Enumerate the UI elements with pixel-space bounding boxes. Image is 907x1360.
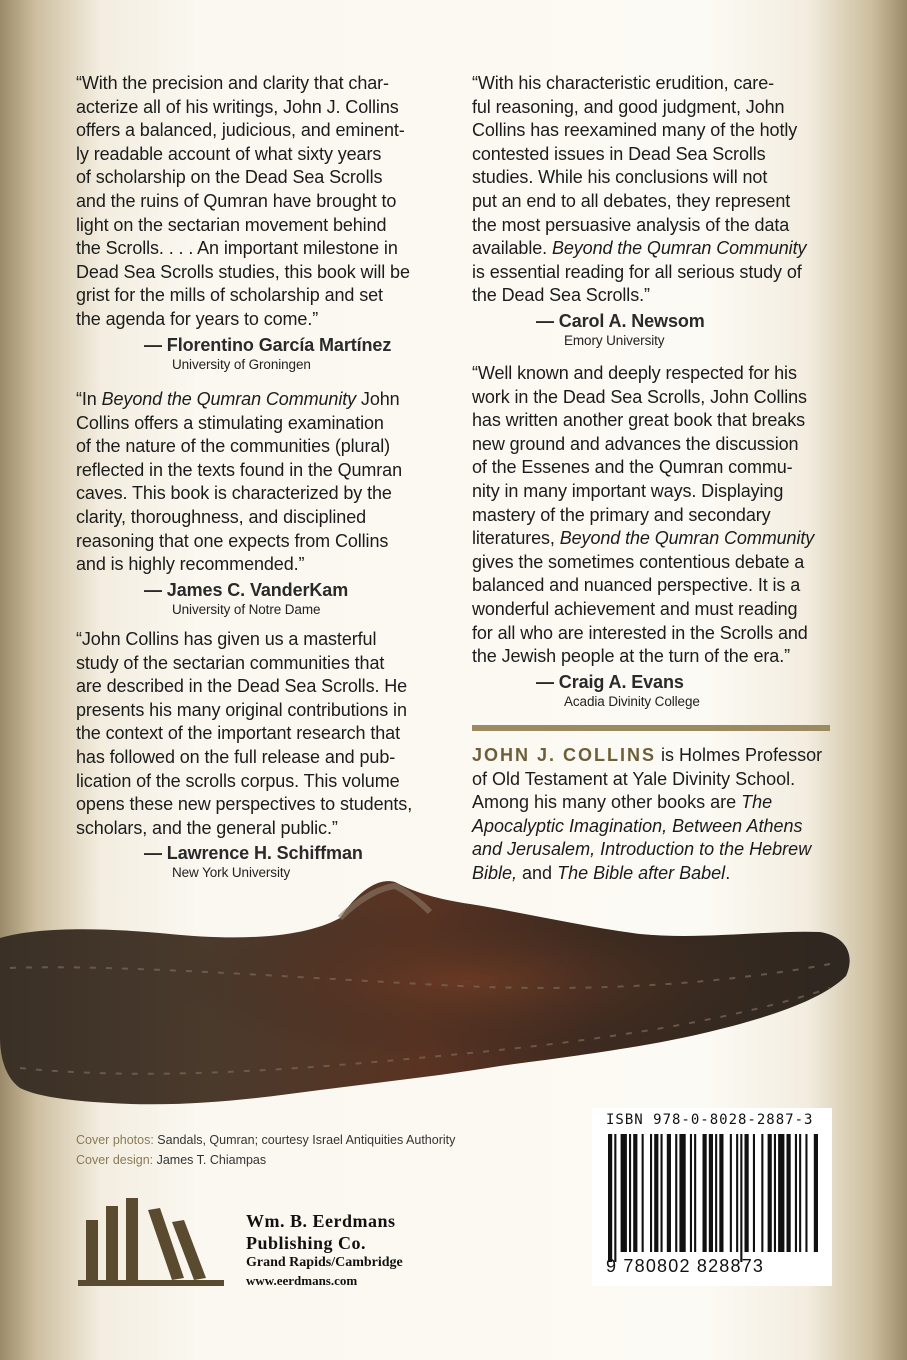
quote-line: “In bbox=[76, 389, 102, 409]
quote-line: light on the sectarian movement behind bbox=[76, 214, 387, 235]
quote-line: study of the sectarian communities that bbox=[76, 652, 385, 673]
quote-line: balanced and nuanced perspective. It is a bbox=[472, 575, 801, 596]
publisher-location: Grand Rapids/Cambridge bbox=[246, 1255, 403, 1270]
quote-line: of the nature of the communities (plural) bbox=[76, 436, 391, 457]
quote-line: “With his characteristic erudition, care- bbox=[472, 73, 774, 93]
quote-text bbox=[472, 72, 832, 308]
quote-line: and is highly recommended.” bbox=[76, 554, 305, 575]
quote-line: available. bbox=[472, 238, 552, 259]
endorser-name: — Florentino García Martínez bbox=[144, 334, 392, 355]
credit-label: Cover design: bbox=[76, 1153, 154, 1167]
endorsement-vanderkam bbox=[76, 388, 436, 619]
quote-line: of scholarship on the Dead Sea Scrolls bbox=[76, 167, 383, 188]
design-credit bbox=[76, 1150, 455, 1170]
quote-line: are described in the Dead Sea Scrolls. He bbox=[76, 676, 408, 697]
quote-line: gives the sometimes contentious debate a bbox=[472, 551, 805, 572]
credit-value: Sandals, Qumran; courtesy Israel Antiquities Authority bbox=[153, 1133, 456, 1147]
endorser-institution: New York University bbox=[172, 865, 291, 881]
quote-line: grist for the mills of scholarship and set bbox=[76, 285, 383, 306]
barcode-panel bbox=[592, 1108, 832, 1286]
attribution bbox=[76, 335, 436, 374]
quote-line: wonderful achievement and must reading bbox=[472, 598, 798, 619]
quote-line: put an end to all debates, they represent bbox=[472, 190, 791, 211]
attribution bbox=[472, 311, 832, 350]
quote-line: work in the Dead Sea Scrolls, John Collins bbox=[472, 386, 807, 407]
sandal-photo bbox=[0, 868, 860, 1113]
quote-line: the context of the important research that bbox=[76, 723, 400, 744]
attribution bbox=[472, 672, 832, 711]
quote-line: the most persuasive analysis of the data bbox=[472, 214, 790, 235]
endorsement-newsom bbox=[472, 72, 832, 350]
quote-line: reasoning that one expects from Collins bbox=[76, 530, 389, 551]
endorser-name: — Craig A. Evans bbox=[536, 671, 684, 692]
quote-line: Collins has reexamined many of the hotly bbox=[472, 120, 798, 141]
author-bio bbox=[472, 744, 832, 886]
bio-text: is Holmes Professor of Old Testament at Yale Divinity School. Among his many other books are bbox=[472, 745, 823, 813]
bio-text: and bbox=[517, 862, 558, 883]
quote-line: lication of the scrolls corpus. This volume bbox=[76, 770, 400, 791]
quote-line: the Scrolls. . . . An important milestone in bbox=[76, 238, 398, 259]
endorser-institution: University of Notre Dame bbox=[172, 601, 321, 617]
quote-line: ful reasoning, and good judgment, John bbox=[472, 96, 785, 117]
quote-line: John bbox=[356, 389, 400, 409]
quote-line: and the ruins of Qumran have brought to bbox=[76, 190, 397, 211]
quote-line: “Well known and deeply respected for his bbox=[472, 363, 797, 383]
quote-line: studies. While his conclusions will not bbox=[472, 167, 768, 188]
quote-text bbox=[76, 388, 436, 577]
quote-line: of the Essenes and the Qumran commu- bbox=[472, 457, 793, 478]
quote-line: is essential reading for all serious study of bbox=[472, 261, 802, 282]
quote-line: reflected in the texts found in the Qumran bbox=[76, 459, 402, 480]
endorser-institution: University of Groningen bbox=[172, 356, 311, 372]
quote-text bbox=[76, 628, 436, 840]
endorsement-schiffman bbox=[76, 628, 436, 882]
quote-line: Collins offers a stimulating examination bbox=[76, 412, 384, 433]
quote-line: nity in many important ways. Displaying bbox=[472, 480, 784, 501]
photo-credit bbox=[76, 1130, 455, 1150]
quote-line: contested issues in Dead Sea Scrolls bbox=[472, 143, 766, 164]
quote-text bbox=[76, 72, 436, 332]
endorser-name: — Lawrence H. Schiffman bbox=[144, 843, 363, 864]
quote-text bbox=[472, 362, 832, 669]
eerdmans-logo-icon bbox=[76, 1192, 226, 1288]
quote-line: Dead Sea Scrolls studies, this book will be bbox=[76, 261, 410, 282]
endorsement-evans bbox=[472, 362, 832, 711]
quote-line: has followed on the full release and pub- bbox=[76, 746, 396, 767]
quote-line: offers a balanced, judicious, and eminent- bbox=[76, 120, 405, 141]
quote-line: has written another great book that breaks bbox=[472, 410, 806, 431]
publisher-company: Publishing Co. bbox=[246, 1233, 367, 1253]
endorser-institution: Emory University bbox=[564, 332, 665, 348]
book-titles: The Apocalyptic Imagination, Between Athens and Jerusalem, Introduction to the Hebrew Bible, bbox=[472, 792, 812, 883]
attribution bbox=[76, 580, 436, 619]
book-title: The Bible after Babel bbox=[557, 862, 726, 883]
quote-line: “With the precision and clarity that char- bbox=[76, 73, 389, 93]
cover-credits bbox=[76, 1130, 455, 1170]
book-title: Beyond the Qumran Community bbox=[551, 238, 807, 259]
barcode-icon bbox=[604, 1134, 820, 1262]
quote-line: caves. This book is characterized by the bbox=[76, 483, 392, 504]
quote-line: scholars, and the general public.” bbox=[76, 817, 338, 838]
publisher-block bbox=[246, 1210, 403, 1290]
credit-label: Cover photos: bbox=[76, 1133, 154, 1147]
quote-line: new ground and advances the discussion bbox=[472, 433, 799, 454]
endorsement-garcia-martinez bbox=[76, 72, 436, 374]
quote-line: literatures, bbox=[472, 528, 560, 549]
isbn-text: ISBN 978-0-8028-2887-3 bbox=[606, 1112, 814, 1128]
quote-line: mastery of the primary and secondary bbox=[472, 504, 771, 525]
publisher-name: Wm. B. Eerdmans bbox=[246, 1211, 396, 1231]
book-title: Beyond the Qumran Community bbox=[101, 389, 357, 409]
quote-line: clarity, thoroughness, and disciplined bbox=[76, 506, 367, 527]
endorser-institution: Acadia Divinity College bbox=[564, 693, 700, 709]
quote-line: presents his many original contributions in bbox=[76, 699, 407, 720]
publisher-website: www.eerdmans.com bbox=[246, 1273, 358, 1288]
credit-value: James T. Chiampas bbox=[153, 1153, 267, 1167]
quote-line: acterize all of his writings, John J. Collins bbox=[76, 96, 399, 117]
barcode-digits: 9 780802 828873 bbox=[606, 1256, 765, 1276]
quote-line: opens these new perspectives to students, bbox=[76, 794, 413, 815]
endorser-name: — Carol A. Newsom bbox=[536, 310, 705, 331]
author-name: JOHN J. COLLINS bbox=[472, 745, 657, 765]
book-title: Beyond the Qumran Community bbox=[559, 528, 815, 549]
quote-line: “John Collins has given us a masterful bbox=[76, 629, 377, 649]
quote-line: the Dead Sea Scrolls.” bbox=[472, 285, 650, 306]
divider-rule bbox=[472, 725, 830, 731]
endorser-name: — James C. VanderKam bbox=[144, 579, 349, 600]
quote-line: for all who are interested in the Scrolls and bbox=[472, 622, 808, 643]
quote-line: the Jewish people at the turn of the era.” bbox=[472, 646, 790, 667]
bio-text: . bbox=[725, 862, 731, 883]
quote-line: the agenda for years to come.” bbox=[76, 308, 319, 329]
quote-line: ly readable account of what sixty years bbox=[76, 143, 382, 164]
